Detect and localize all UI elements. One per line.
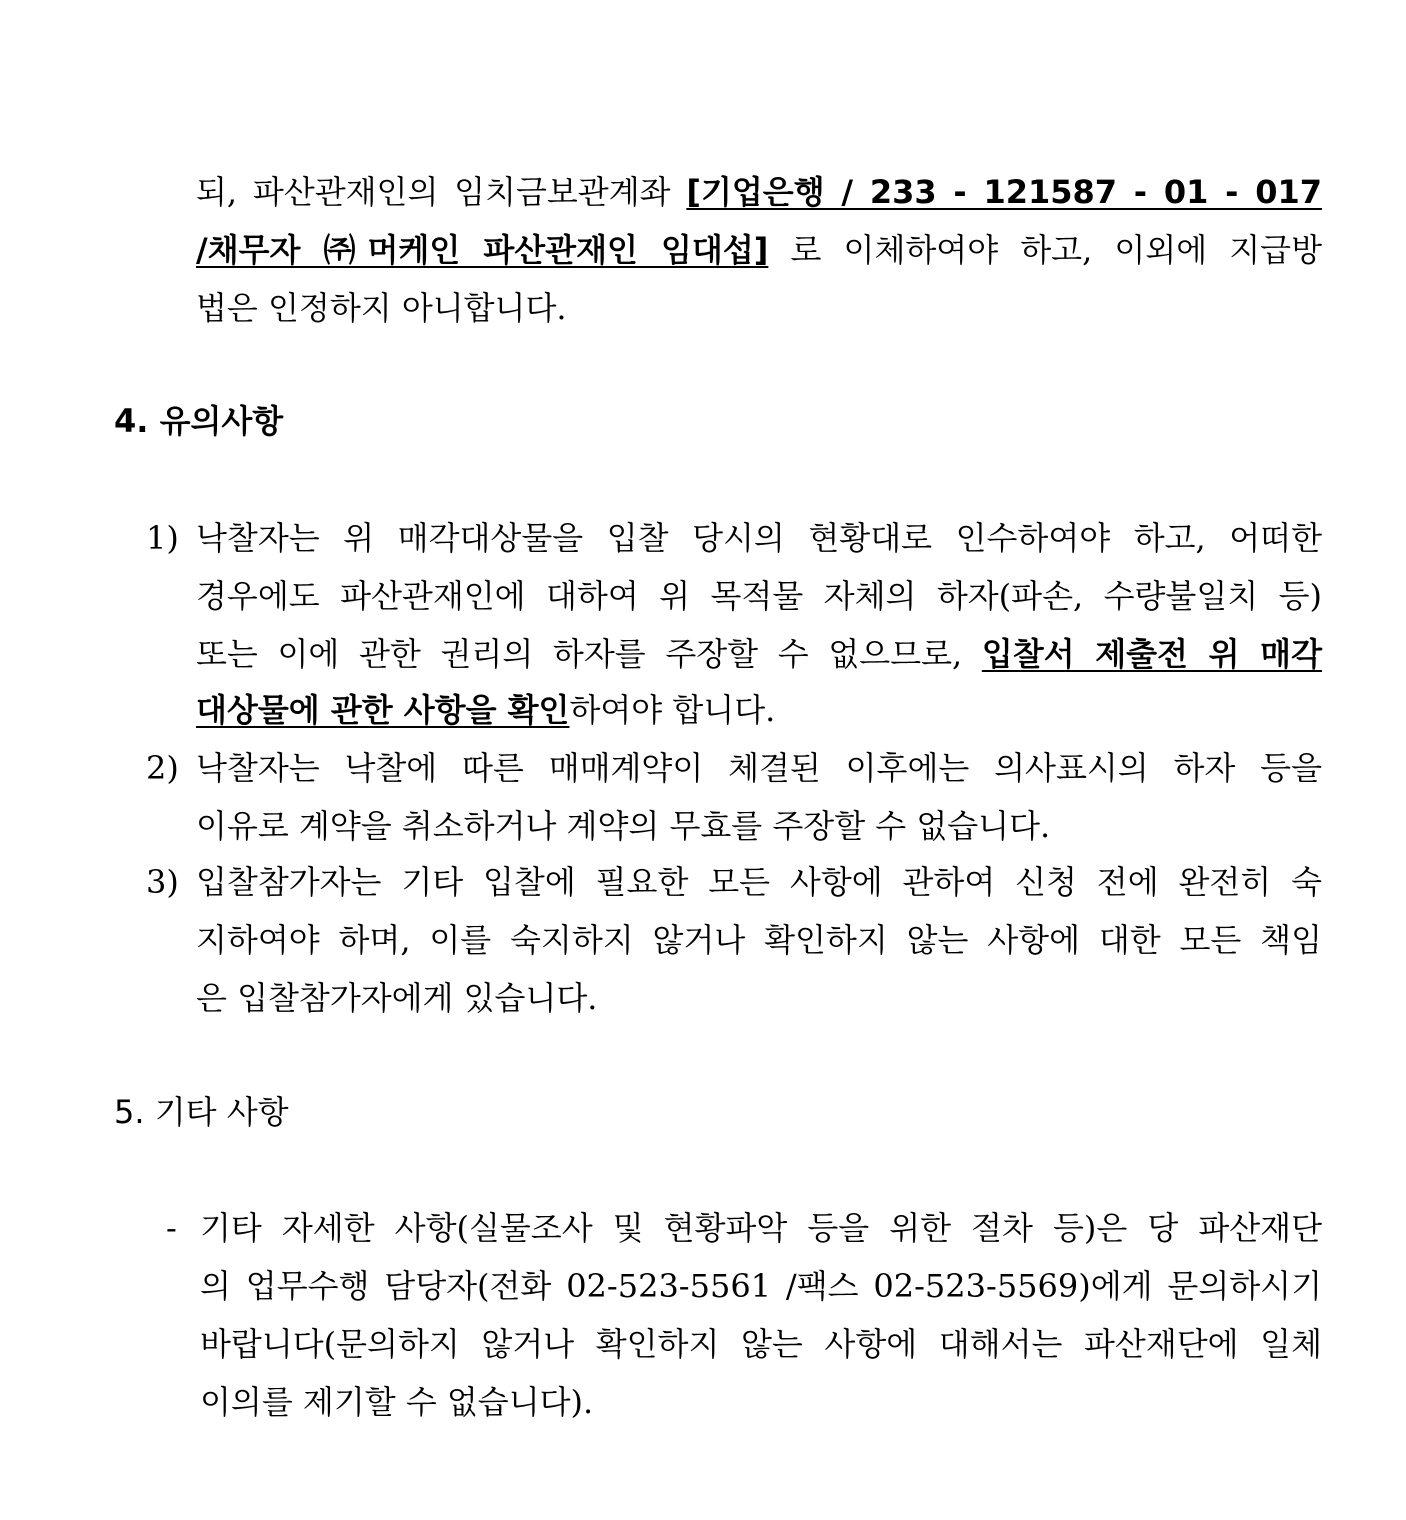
bank-account-part2: /채무자 ㈜머케인 파산관재인 임대섭] [196,231,769,269]
section5-heading: 5. 기타 사항 [114,1093,289,1131]
section5-line2 [200,1266,1322,1306]
item3-line1 [196,862,1322,902]
item1-line3-text: 또는 이에 관한 권리의 하자를 주장할 수 없으므로, [196,635,963,673]
section5-line4-text: 이의를 제기할 수 없습니다). [200,1383,594,1421]
section5-line4 [200,1382,593,1422]
section5-dash: - [166,1209,177,1247]
item1-number: 1) [146,519,179,557]
item3-number: 3) [146,863,179,901]
item2-line2-text: 이유로 계약을 취소하거나 계약의 무효를 주장할 수 없습니다. [196,807,1051,845]
section5-line1-text: 기타 자세한 사항(실물조사 및 현황파악 등을 위한 절차 등)은 당 파산재단 [200,1209,1322,1247]
section3-line3-text: 법은 인정하지 아니합니다. [196,289,567,327]
item2-number: 2) [146,749,179,787]
item2-line1-text: 낙찰자는 낙찰에 따른 매매계약이 체결된 이후에는 의사표시의 하자 등을 [196,749,1322,787]
item1-emphasis-part2: 대상물에 관한 사항을 확인 [196,691,570,729]
item2-line1 [196,748,1322,788]
item1-line2 [196,576,1322,616]
section3-line1 [196,172,1322,212]
section3-line1-text: 되, 파산관재인의 임치금보관계좌 [196,173,671,211]
item1-emphasis-part1: 입찰서 제출전 위 매각 [981,635,1322,673]
item3-line2-text: 지하여야 하며, 이를 숙지하지 않거나 확인하지 않는 사항에 대한 모든 책임 [196,921,1322,959]
section3-line2 [196,230,1322,270]
section4-heading: 4. 유의사항 [114,402,284,440]
item3-line3-text: 은 입찰참가자에게 있습니다. [196,979,598,1017]
item3-line2 [196,920,1322,960]
section5-line2-text: 의 업무수행 담당자(전화 02-523-5561 /팩스 02-523-5569)에게 문의하시기 [200,1267,1322,1305]
section3-line3 [196,288,567,328]
item1-line2-text: 경우에도 파산관재인에 대하여 위 목적물 자체의 하자(파손, 수량불일치 등) [196,577,1322,615]
section3-line2-text: 로 이체하여야 하고, 이외에 지급방 [790,231,1322,269]
item1-line4-text: 하여야 합니다. [569,691,776,729]
item3-line3 [196,978,597,1018]
item1-line3 [196,634,1322,674]
item1-line1-text: 낙찰자는 위 매각대상물을 입찰 당시의 현황대로 인수하여야 하고, 어떠한 [196,519,1322,557]
item2-line2 [196,806,1050,846]
item1-line1 [196,518,1322,558]
item1-line4 [196,690,775,730]
section5-line3 [200,1324,1322,1364]
section5-line3-text: 바랍니다(문의하지 않거나 확인하지 않는 사항에 대해서는 파산재단에 일체 [200,1325,1322,1363]
bank-account-part1: [기업은행 / 233 - 121587 - 01 - 017 [686,173,1322,211]
section5-line1 [200,1208,1322,1248]
item3-line1-text: 입찰참가자는 기타 입찰에 필요한 모든 사항에 관하여 신청 전에 완전히 숙 [196,863,1322,901]
